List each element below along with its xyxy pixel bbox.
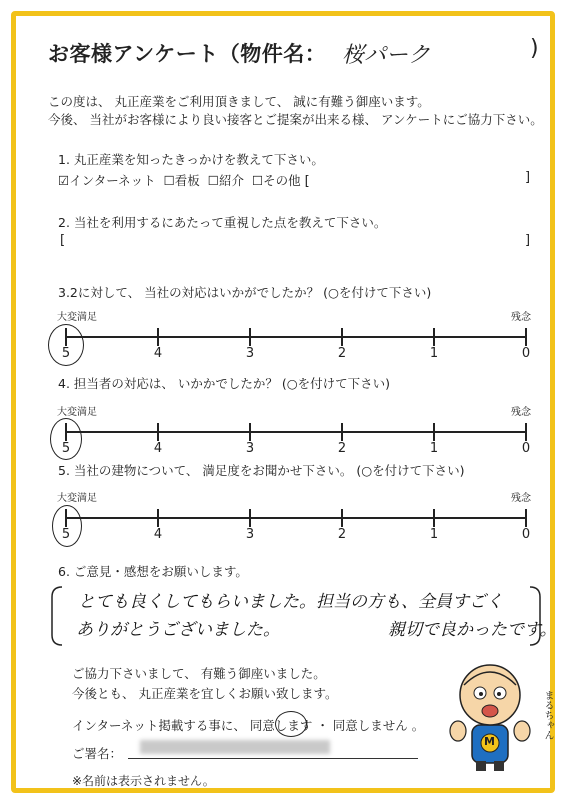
consent-circle xyxy=(275,711,307,737)
scale-number-3[interactable]: 3 xyxy=(245,441,255,456)
q2-close-bracket: ] xyxy=(525,233,531,248)
option-other: その他 xyxy=(263,173,301,188)
option-referral: 紹介 xyxy=(218,173,244,188)
scale-number-2[interactable]: 2 xyxy=(337,346,347,361)
scale-label-worst: 残念 xyxy=(511,312,531,323)
scale-number-0[interactable]: 0 xyxy=(521,346,531,361)
scale-line xyxy=(65,336,527,338)
scale-label-best: 大変満足 xyxy=(57,493,97,504)
scale-tick xyxy=(341,423,343,441)
scale-tick xyxy=(249,423,251,441)
question-4: 4. 担当者の対応は、 いかかでしたか？ (○を付けて下さい) xyxy=(58,376,391,391)
scale-number-1[interactable]: 1 xyxy=(429,527,439,542)
survey-title: お客様アンケート（物件名： xyxy=(48,42,327,66)
intro-line-2: 今後、 当社がお客様により良い接客とご提案が出来る様、 アンケートにご協力下さい。 xyxy=(48,112,543,127)
question-5: 5. 当社の建物について、 満足度をお聞かせ下さい。 (○を付けて下さい) xyxy=(58,463,465,478)
title-close-paren: ) xyxy=(530,36,539,61)
consent-line: インターネット掲載する事に、 同意します ・ 同意しません 。 xyxy=(72,718,425,733)
scale-tick xyxy=(157,423,159,441)
q1-close-bracket: ] xyxy=(525,170,531,185)
scale-number-3[interactable]: 3 xyxy=(245,527,255,542)
scale-tick xyxy=(157,509,159,527)
scale-tick xyxy=(433,328,435,346)
comment-box[interactable] xyxy=(48,581,557,651)
signature-label: ご署名： xyxy=(72,746,123,761)
intro-line-1: この度は、 丸正産業をご利用頂きまして、 誠に有難う御座います。 xyxy=(48,94,430,109)
scale-number-0[interactable]: 0 xyxy=(521,441,531,456)
scale-number-2[interactable]: 2 xyxy=(337,527,347,542)
scale-tick xyxy=(249,509,251,527)
scale-label-worst: 残念 xyxy=(511,407,531,418)
scale-label-best: 大変満足 xyxy=(57,407,97,418)
mascot-name: まるちゃん xyxy=(542,690,553,740)
scale-number-1[interactable]: 1 xyxy=(429,441,439,456)
scale-number-4[interactable]: 4 xyxy=(153,346,163,361)
scale-number-5[interactable]: 5 xyxy=(61,527,71,542)
scale-number-1[interactable]: 1 xyxy=(429,346,439,361)
q5-answer-circle xyxy=(52,505,82,547)
scale-number-0[interactable]: 0 xyxy=(521,527,531,542)
mascot-badge-letter: M xyxy=(484,735,495,748)
checkbox-other[interactable]: ☐ xyxy=(251,173,264,188)
scale-tick xyxy=(433,509,435,527)
checkbox-internet[interactable]: ☑ xyxy=(58,173,70,188)
q5-rating-scale[interactable] xyxy=(57,493,531,557)
question-6: 6. ご意見・感想をお願いします。 xyxy=(58,564,248,579)
option-internet: インターネット xyxy=(69,173,156,188)
q3-rating-scale[interactable] xyxy=(57,312,531,376)
mascot-illustration xyxy=(440,655,540,775)
scale-number-5[interactable]: 5 xyxy=(61,346,71,361)
scale-number-4[interactable]: 4 xyxy=(153,527,163,542)
property-name: 桜パーク xyxy=(342,43,431,68)
comment-line-3: 親切で良かったです。 xyxy=(388,620,557,640)
question-2: 2. 当社を利用するにあたって重視した点を教えて下さい。 xyxy=(58,215,387,230)
scale-tick xyxy=(525,328,527,346)
thanks-line-1: ご協力下さいまして、 有難う御座いました。 xyxy=(72,666,326,681)
scale-number-3[interactable]: 3 xyxy=(245,346,255,361)
comment-line-2: ありがとうございました。 xyxy=(76,620,280,640)
question-3: 3.2に対して、 当社の対応はいかがでしたか？ (○を付けて下さい) xyxy=(58,285,432,300)
q2-open-bracket: [ xyxy=(60,233,66,248)
scale-tick xyxy=(157,328,159,346)
scale-tick xyxy=(525,509,527,527)
scale-number-4[interactable]: 4 xyxy=(153,441,163,456)
scale-tick xyxy=(249,328,251,346)
scale-number-5[interactable]: 5 xyxy=(61,441,71,456)
scale-line xyxy=(65,431,527,433)
signature-line xyxy=(128,758,418,759)
checkbox-signboard[interactable]: ☐ xyxy=(163,173,175,188)
scale-tick xyxy=(433,423,435,441)
scale-label-best: 大変満足 xyxy=(57,312,97,323)
q1-options xyxy=(58,171,310,189)
q4-answer-circle xyxy=(50,418,82,460)
q1-open-bracket: [ xyxy=(304,174,310,189)
scale-label-worst: 残念 xyxy=(511,493,531,504)
comment-line-1: とても良くしてもらいました。担当の方も、全員すごく xyxy=(78,592,503,612)
checkbox-referral[interactable]: ☐ xyxy=(207,173,219,188)
signature-redacted xyxy=(140,740,330,754)
option-signboard: 看板 xyxy=(174,173,200,188)
privacy-note: ※名前は表示されません。 xyxy=(72,774,215,788)
scale-tick xyxy=(341,509,343,527)
scale-tick xyxy=(525,423,527,441)
thanks-line-2: 今後とも、 丸正産業を宜しくお願い致します。 xyxy=(72,686,338,701)
scale-line xyxy=(65,517,527,519)
question-1: 1. 丸正産業を知ったきっかけを教えて下さい。 xyxy=(58,152,324,167)
scale-tick xyxy=(341,328,343,346)
q3-answer-circle xyxy=(48,324,84,366)
scale-number-2[interactable]: 2 xyxy=(337,441,347,456)
